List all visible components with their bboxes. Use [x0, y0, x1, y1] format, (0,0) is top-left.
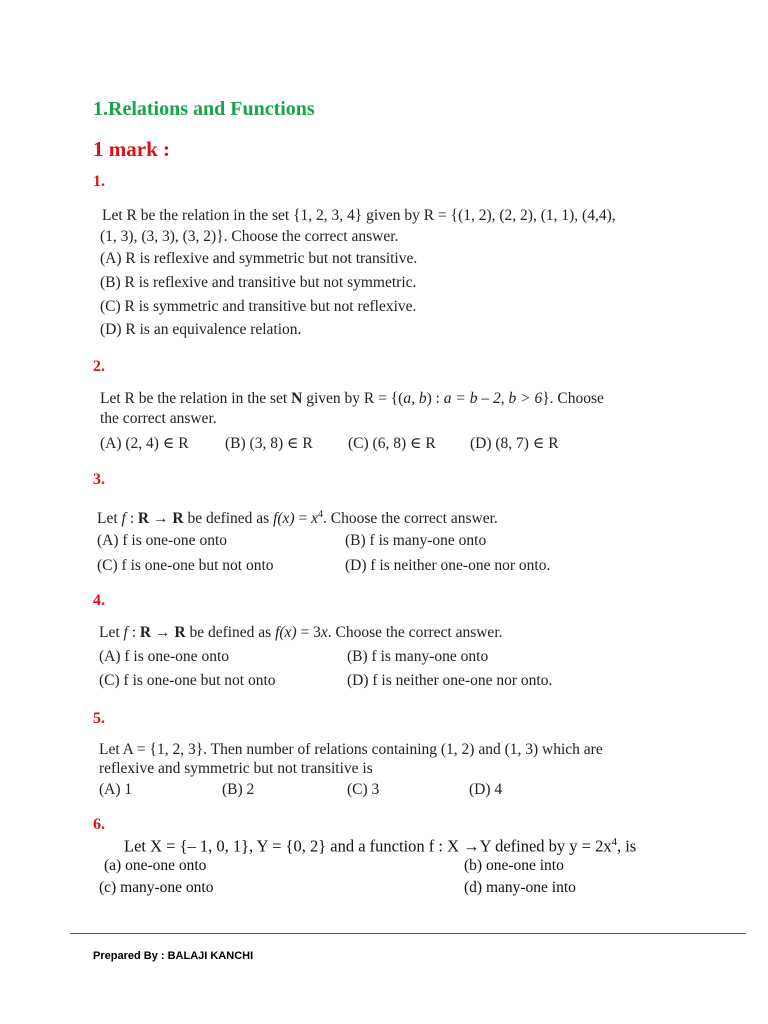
question-3-option-c: (C) f is one-one but not onto — [97, 557, 274, 574]
question-2-option-b: (B) (3, 8) ∈ R — [225, 435, 313, 452]
question-4-option-a: (A) f is one-one onto — [99, 648, 229, 665]
question-1-option-c: (C) R is symmetric and transitive but not reflexive. — [100, 298, 417, 315]
question-2-line-1: Let R be the relation in the set N given by R = {(a, b) : a = b – 2, b > 6}. Choose — [100, 390, 604, 407]
question-5-option-b: (B) 2 — [222, 781, 255, 798]
question-6-option-b: (b) one-one into — [464, 857, 564, 874]
chapter-title: 1.Relations and Functions — [93, 98, 315, 120]
question-2-option-d: (D) (8, 7) ∈ R — [470, 435, 559, 452]
question-1-option-a: (A) R is reflexive and symmetric but not transitive. — [100, 250, 418, 267]
question-3-option-b: (B) f is many-one onto — [345, 532, 487, 549]
question-4-option-b: (B) f is many-one onto — [347, 648, 489, 665]
question-4-stem: Let f : R → R be defined as f(x) = 3x. Choose the correct answer. — [99, 624, 503, 641]
question-6-number: 6. — [93, 816, 105, 833]
question-5-line-1: Let A = {1, 2, 3}. Then number of relations containing (1, 2) and (1, 3) which are — [99, 741, 603, 758]
section-title: 1 mark : — [93, 137, 170, 161]
question-6-option-c: (c) many-one onto — [99, 879, 214, 896]
question-3-option-d: (D) f is neither one-one nor onto. — [345, 557, 551, 574]
footer-divider — [70, 933, 746, 934]
question-2-line-2: the correct answer. — [100, 410, 217, 427]
question-5-option-c: (C) 3 — [347, 781, 380, 798]
question-6-option-a: (a) one-one onto — [104, 857, 207, 874]
question-1-line-1: Let R be the relation in the set {1, 2, 3, 4} given by R = {(1, 2), (2, 2), (1, 1), (4,4), — [102, 207, 616, 224]
question-2-option-a: (A) (2, 4) ∈ R — [100, 435, 189, 452]
question-1-option-b: (B) R is reflexive and transitive but not symmetric. — [100, 274, 417, 291]
question-2-number: 2. — [93, 358, 105, 375]
question-3-number: 3. — [93, 471, 105, 488]
question-2-option-c: (C) (6, 8) ∈ R — [348, 435, 436, 452]
question-6-stem: Let X = {– 1, 0, 1}, Y = {0, 2} and a function f : X →Y defined by $y = 2x^4$, is — [124, 836, 637, 856]
question-4-number: 4. — [93, 592, 105, 609]
footer-credit: Prepared By : BALAJI KANCHI — [93, 950, 254, 962]
question-5-number: 5. — [93, 710, 105, 727]
question-5-line-2: reflexive and symmetric but not transitive is — [99, 760, 373, 777]
question-1-number: 1. — [93, 173, 105, 190]
question-4-option-c: (C) f is one-one but not onto — [99, 672, 276, 689]
question-5-option-a: (A) 1 — [99, 781, 133, 798]
question-1-line-2: (1, 3), (3, 3), (3, 2)}. Choose the correct answer. — [100, 228, 399, 245]
question-1-option-d: (D) R is an equivalence relation. — [100, 321, 302, 338]
question-3-stem: Let f : R → R be defined as $f(x) = x^4$. Choose the correct answer. — [97, 509, 498, 528]
question-4-option-d: (D) f is neither one-one nor onto. — [347, 672, 553, 689]
question-5-option-d: (D) 4 — [469, 781, 503, 798]
question-3-option-a: (A) f is one-one onto — [97, 532, 227, 549]
question-6-option-d: (d) many-one into — [464, 879, 576, 896]
